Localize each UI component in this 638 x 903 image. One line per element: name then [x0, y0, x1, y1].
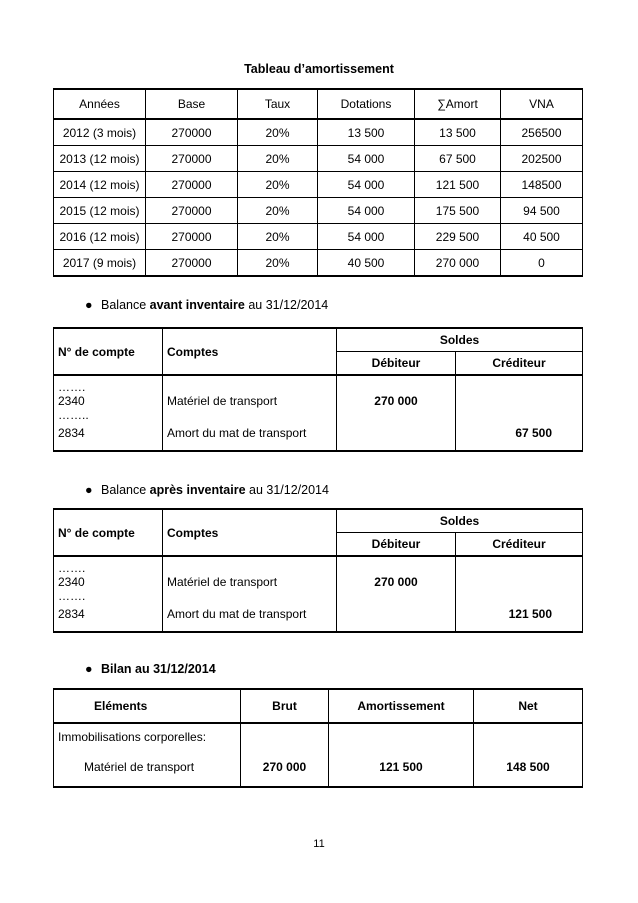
debit-values: 270 000 [337, 375, 456, 451]
cell: 40 500 [318, 250, 415, 277]
header-sum-amort: ∑Amort [415, 89, 501, 119]
account-labels: Matériel de transport Amort du mat de transport [163, 556, 337, 632]
cell: 67 500 [415, 146, 501, 172]
bullet-dot-icon: ● [85, 483, 93, 497]
header-amortissement: Amortissement [329, 689, 474, 723]
cell: 0 [501, 250, 583, 277]
bilan-table [53, 688, 583, 788]
account-labels: Matériel de transport Amort du mat de transport [163, 375, 337, 451]
table-row [54, 375, 583, 451]
cell: 2014 (12 mois) [54, 172, 146, 198]
cell: 13 500 [318, 119, 415, 146]
col-header-compte: N° de compte [54, 509, 163, 556]
table-row [54, 198, 583, 224]
account-numbers: ……. 2340 …….. 2834 [54, 375, 163, 451]
cell: 20% [238, 250, 318, 277]
table-row [54, 250, 583, 277]
cell: 20% [238, 146, 318, 172]
bullet-dot-icon: ● [85, 298, 93, 312]
col-header-compte: N° de compte [54, 328, 163, 375]
cell: 54 000 [318, 224, 415, 250]
header-taux: Taux [238, 89, 318, 119]
cell: 2016 (12 mois) [54, 224, 146, 250]
cell: 40 500 [501, 224, 583, 250]
cell: 94 500 [501, 198, 583, 224]
col-header-comptes: Comptes [163, 509, 337, 556]
account-numbers: ……. 2340 ……. 2834 [54, 556, 163, 632]
col-header-soldes: Soldes [337, 509, 583, 533]
cell: 229 500 [415, 224, 501, 250]
cell: 20% [238, 119, 318, 146]
cell: 2015 (12 mois) [54, 198, 146, 224]
col-header-debiteur: Débiteur [337, 352, 456, 376]
cell: 20% [238, 224, 318, 250]
cell: 13 500 [415, 119, 501, 146]
bullet-dot-icon: ● [85, 662, 93, 676]
balance-apres-table [53, 508, 583, 633]
cell: 270000 [146, 198, 238, 224]
bullet-balance-apres: ● Balance après inventaire au 31/12/2014 [85, 483, 329, 497]
cell: 54 000 [318, 198, 415, 224]
cell: 20% [238, 198, 318, 224]
cell: 2013 (12 mois) [54, 146, 146, 172]
cell: 54 000 [318, 172, 415, 198]
category-label: Immobilisations corporelles: [58, 730, 207, 744]
amort-cell: 121 500 [329, 723, 474, 787]
table-row [54, 224, 583, 250]
cell: 148500 [501, 172, 583, 198]
header-vna: VNA [501, 89, 583, 119]
cell: 2017 (9 mois) [54, 250, 146, 277]
credit-values: 121 500 [456, 556, 583, 632]
col-header-soldes: Soldes [337, 328, 583, 352]
cell: 270000 [146, 172, 238, 198]
net-cell: 148 500 [474, 723, 583, 787]
header-net: Net [474, 689, 583, 723]
cell: 121 500 [415, 172, 501, 198]
cell: 54 000 [318, 146, 415, 172]
elements-cell [54, 723, 241, 787]
cell: 202500 [501, 146, 583, 172]
bullet-bilan: ● Bilan au 31/12/2014 [85, 662, 216, 676]
col-header-debiteur: Débiteur [337, 533, 456, 557]
header-brut: Brut [241, 689, 329, 723]
cell: 175 500 [415, 198, 501, 224]
cell: 256500 [501, 119, 583, 146]
balance-avant-table [53, 327, 583, 452]
cell: 2012 (3 mois) [54, 119, 146, 146]
cell: 270 000 [415, 250, 501, 277]
table-row [54, 723, 583, 787]
header-dotations: Dotations [318, 89, 415, 119]
cell: 270000 [146, 224, 238, 250]
page-number: 11 [313, 838, 325, 850]
table-row [54, 146, 583, 172]
table-row [54, 172, 583, 198]
item-label: Matériel de transport [84, 760, 195, 774]
credit-values: 67 500 [456, 375, 583, 451]
bullet-balance-avant: ● Balance avant inventaire au 31/12/2014 [85, 298, 329, 312]
cell: 270000 [146, 119, 238, 146]
col-header-crediteur: Créditeur [456, 352, 583, 376]
cell: 270000 [146, 146, 238, 172]
cell: 270000 [146, 250, 238, 277]
header-base: Base [146, 89, 238, 119]
col-header-crediteur: Créditeur [456, 533, 583, 557]
table-row [54, 119, 583, 146]
amortization-table [53, 88, 583, 277]
table-title: Tableau d’amortissement [244, 62, 394, 76]
header-elements: Eléments [54, 689, 241, 723]
col-header-comptes: Comptes [163, 328, 337, 375]
table-row [54, 556, 583, 632]
debit-values: 270 000 [337, 556, 456, 632]
brut-cell: 270 000 [241, 723, 329, 787]
header-annees: Années [54, 89, 146, 119]
cell: 20% [238, 172, 318, 198]
